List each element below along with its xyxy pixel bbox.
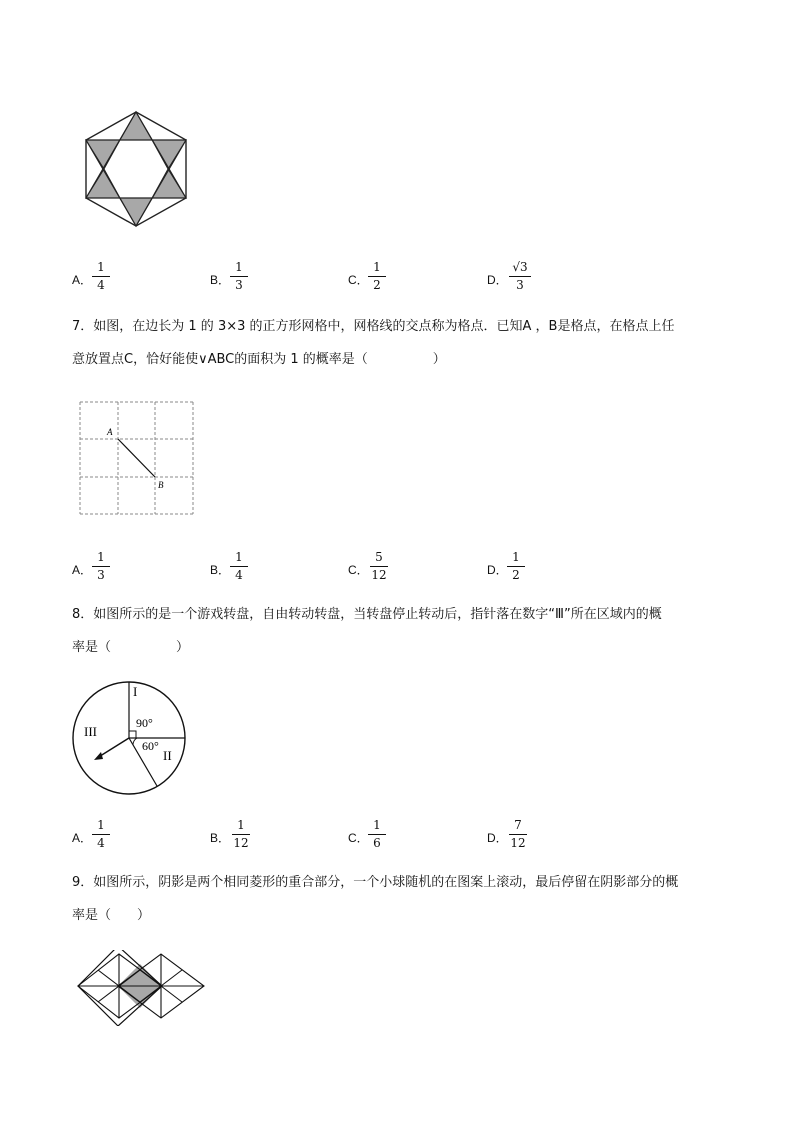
fraction: 1 4 (90, 260, 112, 293)
question-7 (72, 310, 732, 376)
fraction: 1 4 (90, 818, 112, 851)
question-8-line2: 率是（ ） (72, 640, 190, 655)
q8-options: A． 1 4 B． 1 12 C． 1 6 D． 7 12 (72, 818, 752, 854)
fraction: 1 6 (366, 818, 388, 851)
fraction: √3 3 (507, 260, 533, 293)
fraction: 5 12 (371, 550, 387, 582)
fraction: 1 12 (233, 818, 249, 850)
question-7-line1: 7．如图，在边长为 1 的 3×3 的正方形网格中，网格线的交点称为格点．已知A ，B是格点，在格点上任 (72, 319, 675, 334)
fraction: 1 2 (366, 260, 388, 293)
fraction: 1 2 (505, 550, 527, 583)
hexagram-figure (82, 110, 190, 228)
q6-options: A． 1 4 B． 1 3 C． 1 2 D． √3 3 (72, 260, 752, 296)
spinner-figure (70, 678, 192, 800)
fraction: 1 3 (90, 550, 112, 583)
segment-ab (118, 439, 155, 477)
fraction: 7 12 (510, 818, 526, 850)
point-a-label: A (107, 427, 113, 437)
sector-label-iii: III (84, 724, 97, 739)
q7-options: A． 1 3 B． 1 4 C． 5 12 D． 1 2 (72, 550, 752, 586)
sector-label-ii: II (163, 748, 172, 763)
question-7-line2: 意放置点C，恰好能使∨ABC的面积为 1 的概率是（ ） (72, 352, 446, 367)
fraction: 1 4 (228, 550, 250, 583)
question-9 (72, 866, 732, 932)
question-9-line2: 率是（ ） (72, 908, 151, 923)
rhombus-figure (74, 950, 208, 1026)
angle-label-90: 90° (136, 716, 153, 730)
question-8-line1: 8．如图所示的是一个游戏转盘，自由转动转盘，当转盘停止转动后，指针落在数字“Ⅲ”所在区域内的概 (72, 607, 662, 622)
sector-label-i: I (133, 684, 138, 699)
grid-figure (76, 398, 196, 520)
angle-label-60: 60° (142, 739, 159, 753)
question-8 (72, 598, 732, 664)
point-b-label: B (158, 480, 164, 490)
question-9-line1: 9．如图所示，阴影是两个相同菱形的重合部分，一个小球随机的在图案上滚动，最后停留在阴影部分的概 (72, 875, 679, 890)
fraction: 1 3 (228, 260, 250, 293)
